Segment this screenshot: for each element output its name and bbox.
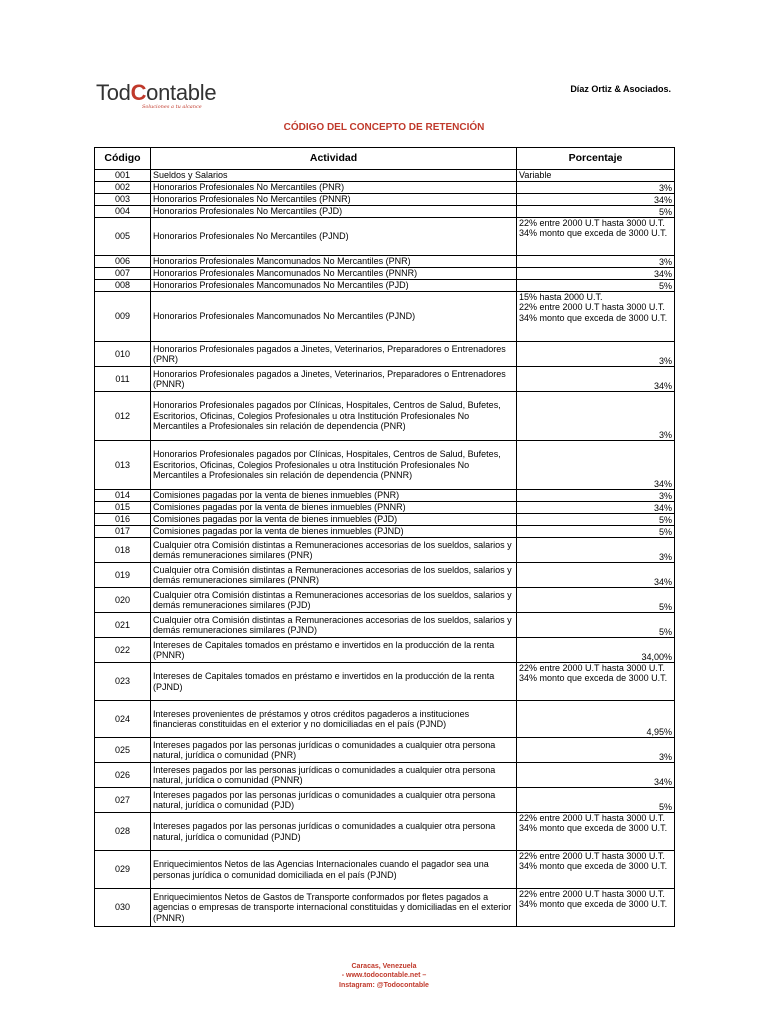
row-activity: Honorarios Profesionales pagados a Jinetes, Veterinarios, Preparadores o Entrenadores (PNNR) [151, 367, 517, 392]
column-header-code: Código [95, 148, 151, 170]
table-row [95, 194, 675, 206]
table-row [95, 588, 675, 613]
row-percentage: 34% [517, 763, 675, 788]
logo [96, 80, 217, 110]
row-percentage: 22% entre 2000 U.T hasta 3000 U.T. 34% monto que exceda de 3000 U.T. [517, 851, 675, 889]
footer-location: Caracas, Venezuela [351, 963, 417, 970]
row-percentage: 5% [517, 280, 675, 292]
row-code: 007 [95, 268, 151, 280]
row-code: 025 [95, 738, 151, 763]
row-percentage: 34% [517, 268, 675, 280]
table-header-row [95, 148, 675, 170]
retention-codes-table [94, 147, 675, 927]
row-activity: Intereses provenientes de préstamos y otros créditos pagaderos a instituciones financieras constituidas en el exterior y no domiciliadas en el país (PJND) [151, 701, 517, 738]
row-percentage: 22% entre 2000 U.T hasta 3000 U.T. 34% monto que exceda de 3000 U.T. [517, 663, 675, 701]
row-activity: Cualquier otra Comisión distintas a Remuneraciones accesorias de los sueldos, salarios y demás remuneraciones similares (PNNR) [151, 563, 517, 588]
row-code: 028 [95, 813, 151, 851]
table-row [95, 206, 675, 218]
document-title: CÓDIGO DEL CONCEPTO DE RETENCIÓN [283, 122, 485, 133]
row-percentage: 5% [517, 788, 675, 813]
row-percentage: 3% [517, 538, 675, 563]
table-row [95, 538, 675, 563]
row-code: 002 [95, 182, 151, 194]
table-row [95, 663, 675, 701]
row-percentage: 3% [517, 490, 675, 502]
row-activity: Honorarios Profesionales No Mercantiles (PNR) [151, 182, 517, 194]
table-row [95, 526, 675, 538]
row-code: 029 [95, 851, 151, 889]
table-row [95, 182, 675, 194]
row-activity: Honorarios Profesionales Mancomunados No Mercantiles (PNR) [151, 256, 517, 268]
table-row [95, 763, 675, 788]
row-activity: Honorarios Profesionales pagados por Clínicas, Hospitales, Centros de Salud, Bufetes, Escritorios, Oficinas, Colegios Profesionales u otra Institución Profesionales No Mercantiles a Profesionales sin relación de dependencia (PNNR) [151, 441, 517, 490]
row-percentage: 5% [517, 206, 675, 218]
row-activity: Intereses de Capitales tomados en préstamo e invertidos en la producción de la renta (PJND) [151, 663, 517, 701]
row-activity: Honorarios Profesionales No Mercantiles (PJD) [151, 206, 517, 218]
table-row [95, 851, 675, 889]
row-percentage: 34% [517, 502, 675, 514]
table-row [95, 813, 675, 851]
table-row [95, 889, 675, 927]
row-activity: Honorarios Profesionales Mancomunados No Mercantiles (PNNR) [151, 268, 517, 280]
table-row [95, 268, 675, 280]
row-activity: Intereses pagados por las personas jurídicas o comunidades a cualquier otra persona natural, jurídica o comunidad (PJND) [151, 813, 517, 851]
row-code: 001 [95, 170, 151, 182]
row-percentage: 4,95% [517, 701, 675, 738]
row-code: 030 [95, 889, 151, 927]
table-row [95, 490, 675, 502]
row-code: 026 [95, 763, 151, 788]
row-code: 006 [95, 256, 151, 268]
row-activity: Cualquier otra Comisión distintas a Remuneraciones accesorias de los sueldos, salarios y demás remuneraciones similares (PJD) [151, 588, 517, 613]
row-code: 021 [95, 613, 151, 638]
table-row [95, 218, 675, 256]
row-percentage: 34% [517, 194, 675, 206]
table-row [95, 638, 675, 663]
table-row [95, 367, 675, 392]
row-activity: Honorarios Profesionales pagados a Jinetes, Veterinarios, Preparadores o Entrenadores (PNR) [151, 342, 517, 367]
row-percentage: 15% hasta 2000 U.T. 22% entre 2000 U.T hasta 3000 U.T. 34% monto que exceda de 3000 U.T. [517, 292, 675, 342]
row-activity: Cualquier otra Comisión distintas a Remuneraciones accesorias de los sueldos, salarios y demás remuneraciones similares (PNR) [151, 538, 517, 563]
row-activity: Honorarios Profesionales No Mercantiles (PJND) [151, 218, 517, 256]
row-activity: Intereses pagados por las personas jurídicas o comunidades a cualquier otra persona natural, jurídica o comunidad (PJD) [151, 788, 517, 813]
table-row [95, 514, 675, 526]
row-percentage: 5% [517, 514, 675, 526]
row-activity: Intereses pagados por las personas jurídicas o comunidades a cualquier otra persona natural, jurídica o comunidad (PNR) [151, 738, 517, 763]
row-percentage: 3% [517, 738, 675, 763]
row-code: 016 [95, 514, 151, 526]
table-row [95, 502, 675, 514]
row-code: 014 [95, 490, 151, 502]
footer-website: - www.todocontable.net – [341, 972, 427, 980]
row-activity: Comisiones pagadas por la venta de bienes inmuebles (PNNR) [151, 502, 517, 514]
row-activity: Intereses pagados por las personas jurídicas o comunidades a cualquier otra persona natural, jurídica o comunidad (PNNR) [151, 763, 517, 788]
table-row [95, 701, 675, 738]
table-row [95, 392, 675, 441]
row-code: 008 [95, 280, 151, 292]
row-code: 004 [95, 206, 151, 218]
row-activity: Comisiones pagadas por la venta de bienes inmuebles (PNR) [151, 490, 517, 502]
row-code: 017 [95, 526, 151, 538]
row-activity: Comisiones pagadas por la venta de bienes inmuebles (PJND) [151, 526, 517, 538]
row-percentage: 3% [517, 182, 675, 194]
company-name: Díaz Ortiz & Asociados. [570, 84, 671, 94]
row-activity: Sueldos y Salarios [151, 170, 517, 182]
row-percentage: 3% [517, 342, 675, 367]
row-code: 023 [95, 663, 151, 701]
footer-instagram: Instagram: @Todocontable [339, 981, 429, 989]
row-activity: Honorarios Profesionales Mancomunados No Mercantiles (PJND) [151, 292, 517, 342]
row-percentage: Variable [517, 170, 675, 182]
table-row [95, 292, 675, 342]
row-percentage: 22% entre 2000 U.T hasta 3000 U.T. 34% monto que exceda de 3000 U.T. [517, 813, 675, 851]
row-percentage: 22% entre 2000 U.T hasta 3000 U.T. 34% monto que exceda de 3000 U.T. [517, 889, 675, 927]
row-activity: Honorarios Profesionales Mancomunados No Mercantiles (PJD) [151, 280, 517, 292]
row-activity: Cualquier otra Comisión distintas a Remuneraciones accesorias de los sueldos, salarios y demás remuneraciones similares (PJND) [151, 613, 517, 638]
row-code: 015 [95, 502, 151, 514]
row-code: 027 [95, 788, 151, 813]
row-percentage: 3% [517, 256, 675, 268]
table-body [95, 170, 675, 927]
row-code: 013 [95, 441, 151, 490]
table-row [95, 788, 675, 813]
row-percentage: 5% [517, 526, 675, 538]
table-row [95, 342, 675, 367]
row-code: 018 [95, 538, 151, 563]
row-code: 011 [95, 367, 151, 392]
row-percentage: 5% [517, 613, 675, 638]
table-row [95, 441, 675, 490]
row-code: 009 [95, 292, 151, 342]
row-code: 019 [95, 563, 151, 588]
logo-wordmark: TodContable [96, 80, 217, 105]
row-code: 003 [95, 194, 151, 206]
row-activity: Honorarios Profesionales pagados por Clínicas, Hospitales, Centros de Salud, Bufetes, Escritorios, Oficinas, Colegios Profesionales u otra Institución Profesionales No Mercantiles a Profesionales sin relación de dependencia (PNR) [151, 392, 517, 441]
table-row [95, 256, 675, 268]
footer [0, 962, 768, 990]
row-code: 022 [95, 638, 151, 663]
row-activity: Honorarios Profesionales No Mercantiles (PNNR) [151, 194, 517, 206]
table-row [95, 280, 675, 292]
row-code: 020 [95, 588, 151, 613]
table-row [95, 170, 675, 182]
row-percentage: 22% entre 2000 U.T hasta 3000 U.T. 34% monto que exceda de 3000 U.T. [517, 218, 675, 256]
row-code: 024 [95, 701, 151, 738]
row-percentage: 5% [517, 588, 675, 613]
row-percentage: 34% [517, 367, 675, 392]
table-row [95, 738, 675, 763]
logo-tagline: Soluciones a tu alcance [142, 104, 202, 110]
row-activity: Comisiones pagadas por la venta de bienes inmuebles (PJD) [151, 514, 517, 526]
row-activity: Enriquecimientos Netos de Gastos de Transporte conformados por fletes pagados a agencias o empresas de transporte internacional constituidas y domiciliadas en el exterior (PNNR) [151, 889, 517, 927]
row-percentage: 34% [517, 441, 675, 490]
row-code: 012 [95, 392, 151, 441]
row-percentage: 34,00% [517, 638, 675, 663]
column-header-activity: Actividad [151, 148, 517, 170]
column-header-percentage: Porcentaje [517, 148, 675, 170]
row-activity: Enriquecimientos Netos de las Agencias Internacionales cuando el pagador sea una personas jurídica o comunidad domiciliada en el país (PJND) [151, 851, 517, 889]
row-percentage: 34% [517, 563, 675, 588]
row-percentage: 3% [517, 392, 675, 441]
row-code: 010 [95, 342, 151, 367]
row-code: 005 [95, 218, 151, 256]
row-activity: Intereses de Capitales tomados en préstamo e invertidos en la producción de la renta (PNNR) [151, 638, 517, 663]
table-row [95, 613, 675, 638]
table-row [95, 563, 675, 588]
